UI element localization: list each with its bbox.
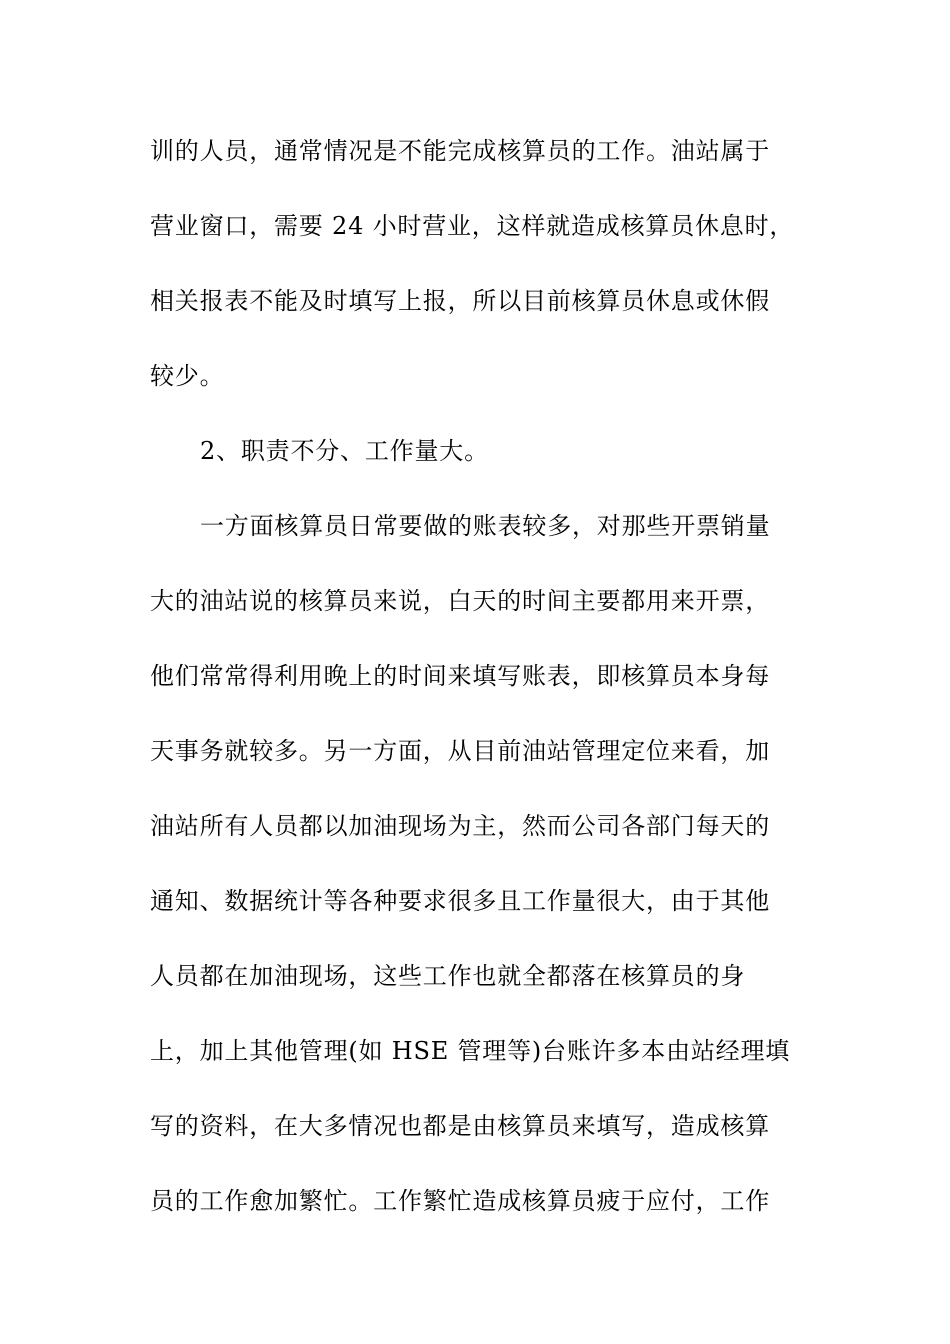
text-line-14: 写的资料，在大多情况也都是由核算员来填写，造成核算 — [150, 1112, 770, 1140]
text-line-7: 大的油站说的核算员来说，白天的时间主要都用来开票， — [150, 587, 770, 615]
text-line-1: 训的人员，通常情况是不能完成核算员的工作。油站属于 — [150, 137, 770, 165]
text-line-2: 营业窗口，需要 24 小时营业，这样就造成核算员休息时， — [150, 212, 795, 240]
text-line-9: 天事务就较多。另一方面，从目前油站管理定位来看，加 — [150, 737, 770, 765]
text-line-8: 他们常常得利用晚上的时间来填写账表，即核算员本身每 — [150, 662, 770, 690]
text-line-3: 相关报表不能及时填写上报，所以目前核算员休息或休假 — [150, 287, 770, 315]
text-line-6: 一方面核算员日常要做的账表较多，对那些开票销量 — [200, 512, 771, 540]
text-line-10: 油站所有人员都以加油现场为主，然而公司各部门每天的 — [150, 812, 770, 840]
text-line-4: 较少。 — [150, 362, 225, 390]
text-line-13: 上，加上其他管理(如 HSE 管理等)台账许多本由站经理填 — [150, 1037, 791, 1065]
text-line-15: 员的工作愈加繁忙。工作繁忙造成核算员疲于应付，工作 — [150, 1187, 770, 1215]
text-line-12: 人员都在加油现场，这些工作也就全都落在核算员的身 — [150, 962, 746, 990]
section-heading: 2、职责不分、工作量大。 — [200, 437, 489, 465]
text-line-11: 通知、数据统计等各种要求很多且工作量很大，由于其他 — [150, 887, 770, 915]
